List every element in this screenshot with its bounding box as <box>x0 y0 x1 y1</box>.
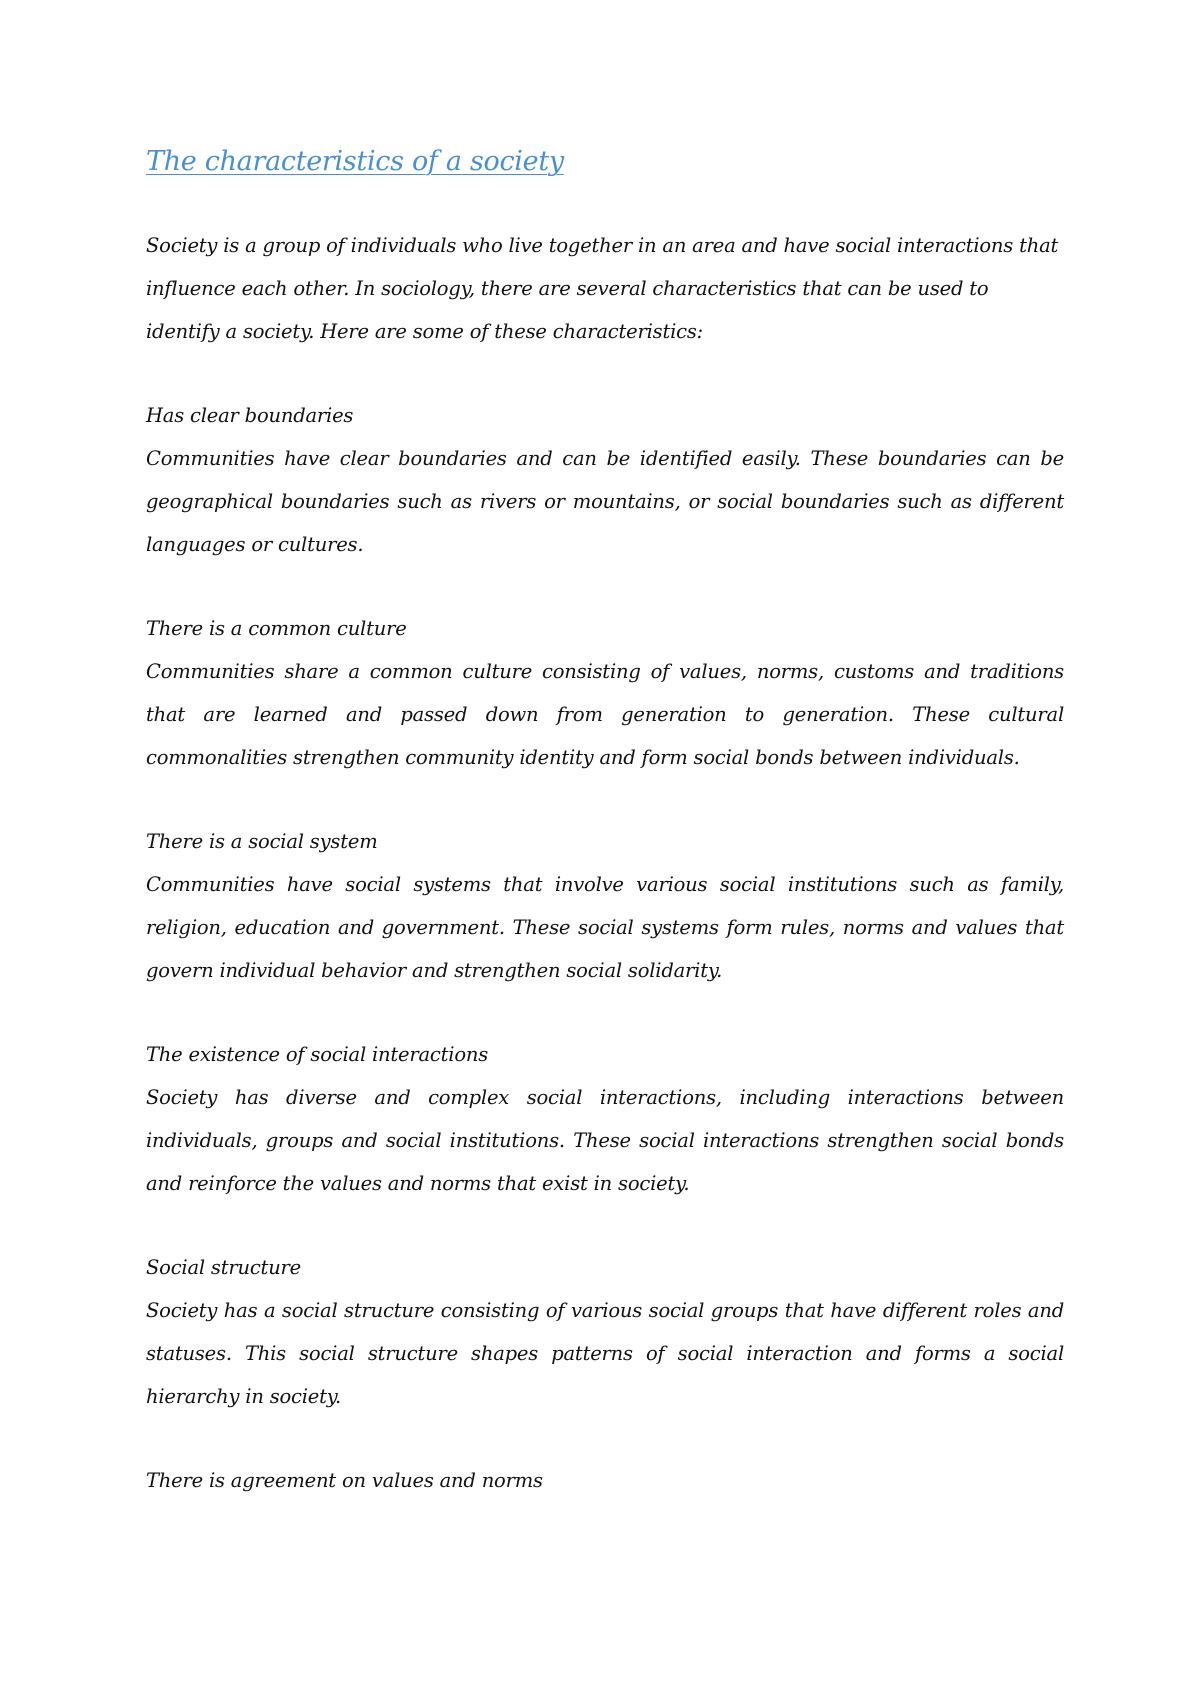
section-heading: Social structure <box>146 1256 302 1279</box>
section-social-system <box>146 820 1064 992</box>
intro-paragraph: Society is a group of individuals who live together in an area and have social interactions that influence each other. In sociology, there are several characteristics that can be used to identify a society. Here are some of these characteristics: <box>146 234 1059 343</box>
section-social-structure <box>146 1246 1064 1418</box>
section-heading: There is a social system <box>146 830 378 853</box>
section-values-norms <box>146 1459 1064 1502</box>
section-boundaries <box>146 394 1064 566</box>
section-heading: There is agreement on values and norms <box>146 1469 543 1492</box>
section-body: Society has diverse and complex social interactions, including interactions between individuals, groups and social institutions. These social interactions strengthen social bonds and reinforce the values and norms that exist in society. <box>146 1086 1064 1195</box>
section-body: Communities have social systems that involve various social institutions such as family, religion, education and government. These social systems form rules, norms and values that govern individual behavior and strengthen social solidarity. <box>146 873 1064 982</box>
section-social-interactions <box>146 1033 1064 1205</box>
section-heading: There is a common culture <box>146 617 407 640</box>
document-content <box>146 140 1064 1543</box>
section-body: Communities share a common culture consisting of values, norms, customs and traditions that are learned and passed down from generation to generation. These cultural commonalities strengthen community identity and form social bonds between individuals. <box>146 660 1064 769</box>
section-body: Society has a social structure consisting of various social groups that have different roles and statuses. This social structure shapes patterns of social interaction and forms a social hierarchy in society. <box>146 1299 1064 1408</box>
section-heading: Has clear boundaries <box>146 404 354 427</box>
section-heading: The existence of social interactions <box>146 1043 489 1066</box>
section-body: Communities have clear boundaries and can be identified easily. These boundaries can be geographical boundaries such as rivers or mountains, or social boundaries such as different languages or cultures. <box>146 447 1064 556</box>
section-common-culture <box>146 607 1064 779</box>
document-title: The characteristics of a society <box>146 146 564 177</box>
